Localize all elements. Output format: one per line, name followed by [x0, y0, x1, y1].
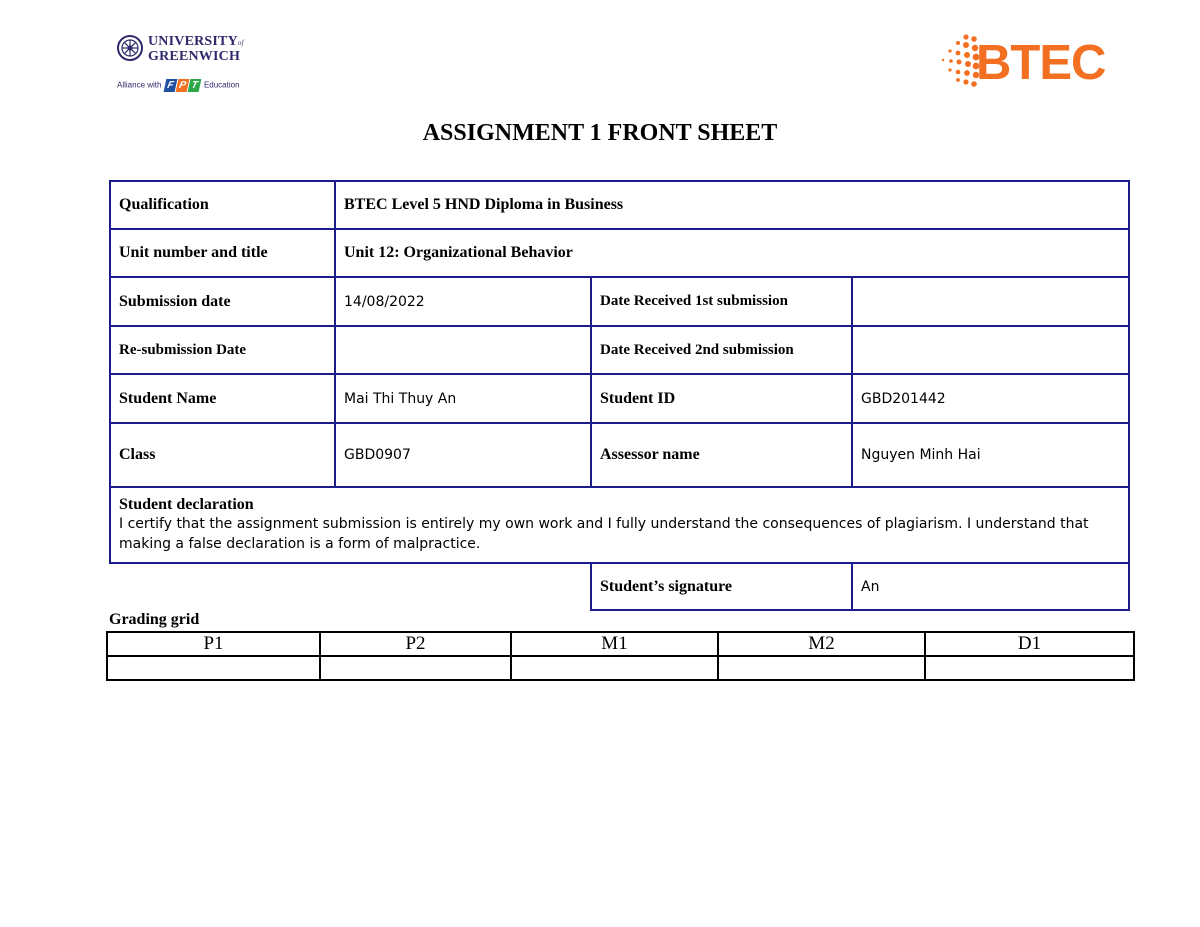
class-row [110, 423, 1129, 487]
declaration-title: Student declaration [119, 496, 254, 513]
signature-label: Student’s signature [591, 563, 852, 610]
assessor-value: Nguyen Minh Hai [852, 423, 1129, 487]
date-received-2-label: Date Received 2nd submission [591, 326, 852, 374]
alliance-with-fpt: Alliance with F P T Education [117, 80, 240, 91]
grading-value-row [107, 656, 1134, 680]
unit-value: Unit 12: Organizational Behavior [335, 229, 1129, 277]
grading-header-row [107, 632, 1134, 656]
grade-value-m1 [511, 656, 718, 680]
resubmission-date-value [335, 326, 591, 374]
university-of-greenwich-logo [117, 33, 257, 93]
university-name: UNIVERSITYof GREENWICH [148, 34, 244, 64]
student-name-label: Student Name [110, 374, 335, 423]
date-received-1-value [852, 277, 1129, 326]
submission-date-label: Submission date [110, 277, 335, 326]
student-id-label: Student ID [591, 374, 852, 423]
signature-spacer [110, 563, 335, 610]
assessor-label: Assessor name [591, 423, 852, 487]
grade-value-d1 [925, 656, 1134, 680]
class-value: GBD0907 [335, 423, 591, 487]
grade-header-p1: P1 [107, 632, 320, 656]
front-sheet-table [109, 180, 1130, 611]
student-row [110, 374, 1129, 423]
grade-value-p2 [320, 656, 511, 680]
grade-value-m2 [718, 656, 925, 680]
date-received-1-label: Date Received 1st submission [591, 277, 852, 326]
submission-date-value: 14/08/2022 [335, 277, 591, 326]
signature-spacer-2 [335, 563, 591, 610]
class-label: Class [110, 423, 335, 487]
declaration-text: I certify that the assignment submission is entirely my own work and I fully understand the consequences of plagiarism. I understand that making a false declaration is a form of malpractice. [119, 516, 1089, 552]
page-title: ASSIGNMENT 1 FRONT SHEET [422, 120, 778, 146]
fpt-logo: F P T [165, 79, 201, 92]
qualification-label: Qualification [110, 181, 335, 229]
unit-row [110, 229, 1129, 277]
btec-logo [936, 33, 1122, 93]
signature-row [110, 563, 1129, 610]
unit-label: Unit number and title [110, 229, 335, 277]
resubmission-date-label: Re-submission Date [110, 326, 335, 374]
grading-grid-label: Grading grid [109, 611, 200, 628]
university-seal-icon [117, 35, 143, 61]
student-declaration [110, 487, 1129, 563]
qualification-value: BTEC Level 5 HND Diploma in Business [335, 181, 1129, 229]
student-id-value: GBD201442 [852, 374, 1129, 423]
signature-value: An [852, 563, 1129, 610]
student-name-value: Mai Thi Thuy An [335, 374, 591, 423]
grade-header-p2: P2 [320, 632, 511, 656]
grade-header-m1: M1 [511, 632, 718, 656]
grade-value-p1 [107, 656, 320, 680]
date-received-2-value [852, 326, 1129, 374]
grade-header-d1: D1 [925, 632, 1134, 656]
btec-wordmark: BTEC [976, 36, 1106, 90]
grading-grid [106, 631, 1135, 681]
submission-row [110, 277, 1129, 326]
grade-header-m2: M2 [718, 632, 925, 656]
declaration-row [110, 487, 1129, 563]
resubmission-row [110, 326, 1129, 374]
qualification-row [110, 181, 1129, 229]
